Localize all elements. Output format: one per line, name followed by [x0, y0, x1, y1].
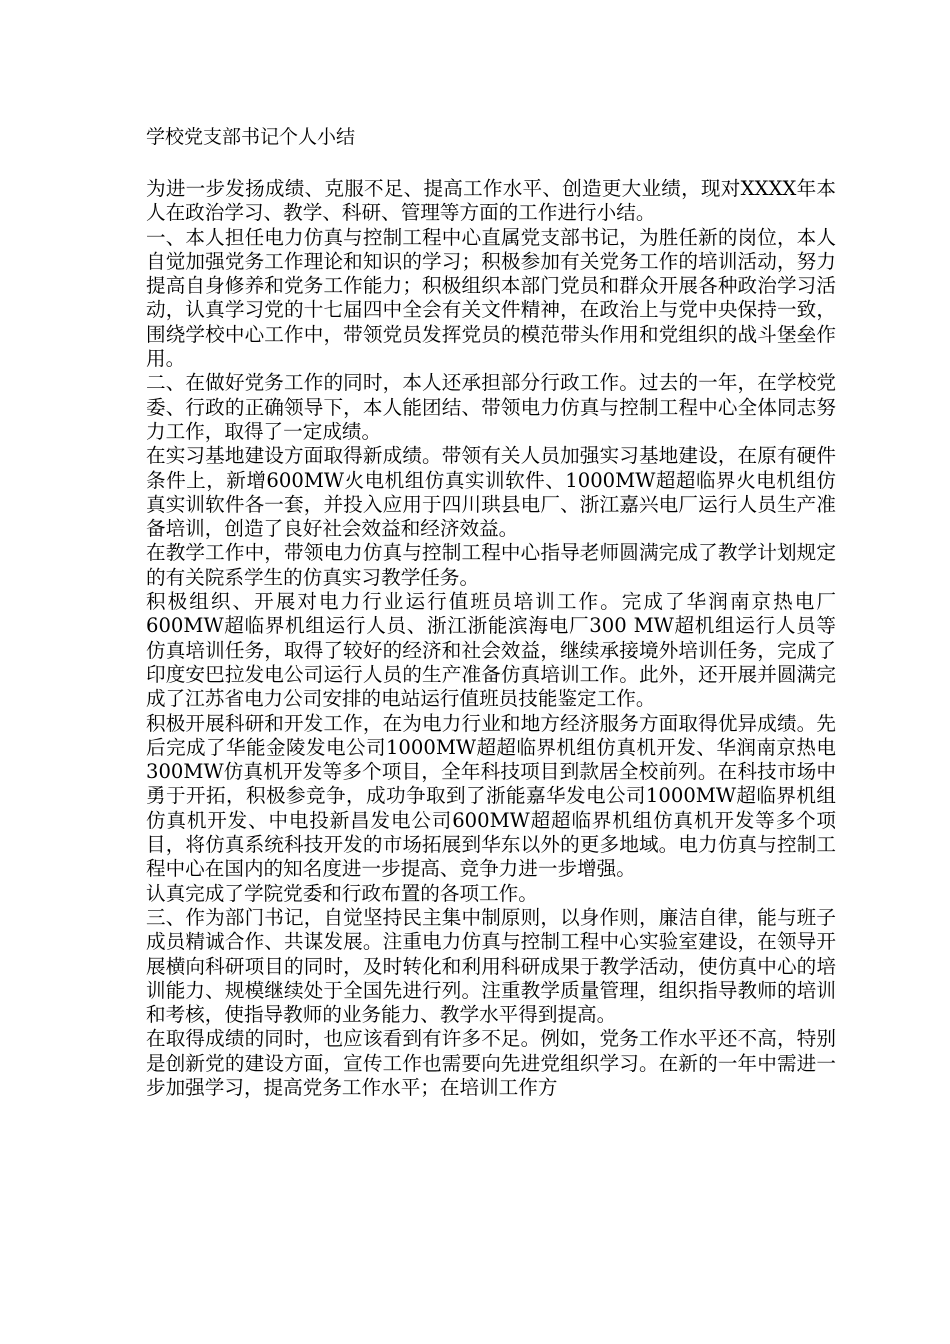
document-title: 学校党支部书记个人小结 [146, 126, 356, 148]
paragraph-section-1: 一、本人担任电力仿真与控制工程中心直属党支部书记，为胜任新的岗位，本人自觉加强党务工作理论和知识的学习；积极参加有关党务工作的培训活动，努力提高自身修养和党务工作能力；积极组织本部门党员和群众开展各种政治学习活动，认真学习党的十七届四中全会有关文件精神，在政治上与党中央保持一致，围绕学校中心工作中，带领党员发挥党员的模范带头作用和党组织的战斗堡垒作用。 [146, 225, 836, 371]
paragraph-section-3: 三、作为部门书记，自觉坚持民主集中制原则，以身作则，廉洁自律，能与班子成员精诚合作、共谋发展。注重电力仿真与控制工程中心实验室建设，在领导开展横向科研项目的同时，及时转化和利用科研成果于教学活动，使仿真中心的培训能力、规模继续处于全国先进行列。注重教学质量管理，组织指导教师的培训和考核，使指导教师的业务能力、教学水平得到提高。 [146, 905, 836, 1027]
paragraph-intro: 为进一步发扬成绩、克服不足、提高工作水平、创造更大业绩，现对XXXX年本人在政治学习、教学、科研、管理等方面的工作进行小结。 [146, 177, 836, 225]
paragraph-internship-base: 在实习基地建设方面取得新成绩。带领有关人员加强实习基地建设，在原有硬件条件上，新增600MW火电机组仿真实训软件、1000MW超超临界火电机组仿真实训软件各一套，并投入应用于四川珙县电厂、浙江嘉兴电厂运行人员生产准备培训，创造了良好社会效益和经济效益。 [146, 444, 836, 541]
document-body [146, 177, 836, 1100]
paragraph-section-2: 二、在做好党务工作的同时，本人还承担部分行政工作。过去的一年，在学校党委、行政的正确领导下，本人能团结、带领电力仿真与控制工程中心全体同志努力工作，取得了一定成绩。 [146, 371, 836, 443]
paragraph-research: 积极开展科研和开发工作，在为电力行业和地方经济服务方面取得优异成绩。先后完成了华能金陵发电公司1000MW超超临界机组仿真机开发、华润南京热电300MW仿真机开发等多个项目，全年科技项目到款居全校前列。在科技市场中勇于开拓，积极参竞争，成功争取到了浙能嘉华发电公司1000MW超临界机组仿真机开发、中电投新昌发电公司600MW超超临界机组仿真机开发等多个项目，将仿真系统科技开发的市场拓展到华东以外的更多地域。电力仿真与控制工程中心在国内的知名度进一步提高、竞争力进一步增强。 [146, 711, 836, 881]
paragraph-training: 积极组织、开展对电力行业运行值班员培训工作。完成了华润南京热电厂600MW超临界机组运行人员、浙江浙能滨海电厂300 MW超机组运行人员等仿真培训任务，取得了较好的经济和社会效益，继续承接境外培训任务，完成了印度安巴拉发电公司运行人员的生产准备仿真培训工作。此外，还开展并圆满完成了江苏省电力公司安排的电站运行值班员技能鉴定工作。 [146, 590, 836, 711]
paragraph-assigned-work: 认真完成了学院党委和行政布置的各项工作。 [146, 881, 538, 905]
paragraph-shortcomings: 在取得成绩的同时，也应该看到有许多不足。例如，党务工作水平还不高，特别是创新党的建设方面，宣传工作也需要向先进党组织学习。在新的一年中需进一步加强学习，提高党务工作水平；在培训工作方 [146, 1027, 836, 1099]
paragraph-teaching: 在教学工作中，带领电力仿真与控制工程中心指导老师圆满完成了教学计划规定的有关院系学生的仿真实习教学任务。 [146, 541, 836, 589]
